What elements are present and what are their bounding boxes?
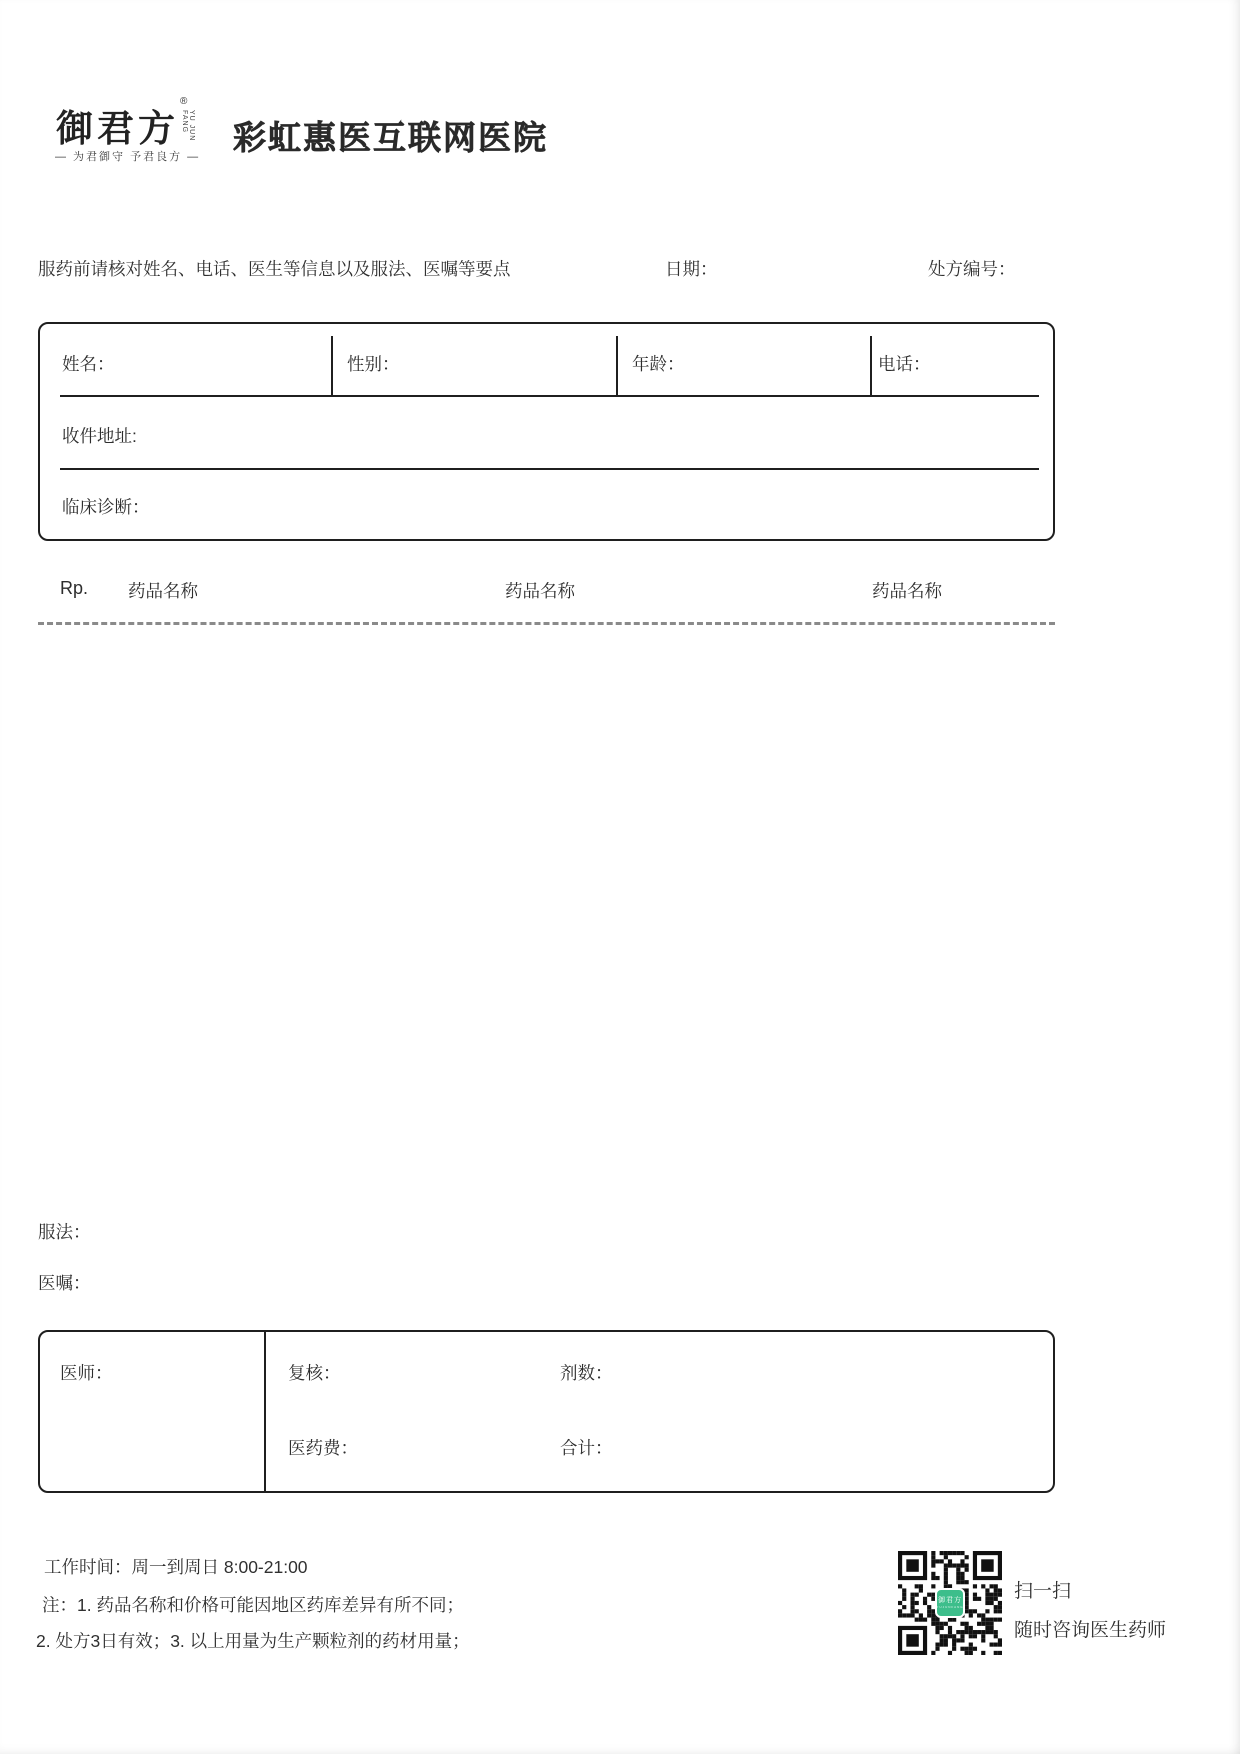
advice-field [38, 1270, 151, 1295]
working-hours: 工作时间：周一到周日 8:00-21:00 [44, 1557, 308, 1577]
address-value[interactable] [137, 427, 197, 447]
dose-count-field [560, 1360, 673, 1385]
address-label: 收件地址: [62, 426, 137, 446]
divider-gender-age [616, 336, 618, 395]
review-label: 复核： [288, 1363, 341, 1383]
patient-age-field [632, 351, 745, 376]
doctor-label: 医师： [60, 1363, 113, 1383]
patient-name-value[interactable] [115, 355, 175, 375]
drug-column-header-2: 药品名称 [505, 581, 575, 601]
date-value[interactable] [718, 260, 778, 280]
brand-tagline: — 为君御守 予君良方 — [55, 151, 201, 163]
qr-scan-label: 扫一扫 [1014, 1581, 1072, 1602]
usage-label: 服法： [38, 1222, 91, 1242]
divider-doctor-review [264, 1332, 266, 1491]
doctor-value[interactable] [113, 1364, 173, 1384]
advice-value[interactable] [91, 1274, 151, 1294]
qr-code [898, 1551, 1002, 1655]
brand-logo-vertical-text: YU JUN FANG [181, 110, 195, 142]
fee-label: 医药费： [288, 1438, 358, 1458]
brand-logo-text: 御君方 [56, 106, 179, 150]
qr-center-logo [935, 1588, 965, 1618]
date-label: 日期： [665, 259, 718, 279]
patient-phone-label: 电话： [878, 354, 931, 374]
patient-phone-value[interactable] [931, 355, 991, 375]
prescription-body[interactable] [38, 630, 1055, 1190]
note-line-1: 注：1. 药品名称和价格可能因地区药库差异有所不同； [42, 1595, 464, 1615]
total-label: 合计： [560, 1438, 613, 1458]
rx-number-label: 处方编号： [928, 259, 1016, 279]
rx-dashed-divider [38, 622, 1055, 625]
usage-field [38, 1219, 151, 1244]
patient-info-box [38, 322, 1055, 541]
drug-column-header-3: 药品名称 [872, 581, 942, 601]
patient-name-field [62, 351, 175, 376]
separator-row2 [60, 468, 1039, 470]
review-field [288, 1360, 401, 1385]
address-field [62, 423, 197, 448]
qr-consult-label: 随时咨询医生药师 [1014, 1620, 1167, 1641]
separator-row1 [60, 395, 1039, 397]
patient-name-label: 姓名： [62, 354, 115, 374]
qr-center-subtext: YUJUNFANG [936, 1605, 964, 1609]
divider-age-phone [870, 336, 872, 395]
check-hint: 服药前请核对姓名、电话、医生等信息以及服法、医嘱等要点 [38, 259, 511, 279]
date-field [665, 256, 778, 281]
rx-number-field [928, 256, 1076, 281]
fee-field [288, 1435, 418, 1460]
patient-age-label: 年龄： [632, 354, 685, 374]
advice-label: 医嘱： [38, 1273, 91, 1293]
usage-value[interactable] [91, 1223, 151, 1243]
dose-count-label: 剂数： [560, 1363, 613, 1383]
registered-trademark-icon: ® [180, 96, 188, 107]
total-value[interactable] [613, 1439, 673, 1459]
qr-center-text: 御君方 [938, 1597, 962, 1604]
patient-gender-label: 性别： [347, 354, 400, 374]
rp-label: Rp. [60, 578, 89, 598]
patient-gender-value[interactable] [400, 355, 460, 375]
divider-name-gender [331, 336, 333, 395]
diagnosis-label: 临床诊断： [62, 497, 150, 517]
rx-number-value[interactable] [1016, 260, 1076, 280]
drug-column-header-1: 药品名称 [128, 581, 198, 601]
hospital-title: 彩虹惠医互联网医院 [233, 119, 548, 156]
patient-phone-field [878, 351, 991, 376]
note-line-2: 2. 处方3日有效；3. 以上用量为生产颗粒剂的药材用量； [36, 1631, 470, 1651]
review-value[interactable] [341, 1364, 401, 1384]
doctor-field [60, 1360, 173, 1385]
total-field [560, 1435, 673, 1460]
fee-value[interactable] [358, 1439, 418, 1459]
brand-logo [56, 98, 179, 152]
patient-gender-field [347, 351, 460, 376]
signoff-box [38, 1330, 1055, 1493]
diagnosis-value[interactable] [150, 498, 210, 518]
patient-age-value[interactable] [685, 355, 745, 375]
diagnosis-field [62, 494, 210, 519]
dose-count-value[interactable] [613, 1364, 673, 1384]
